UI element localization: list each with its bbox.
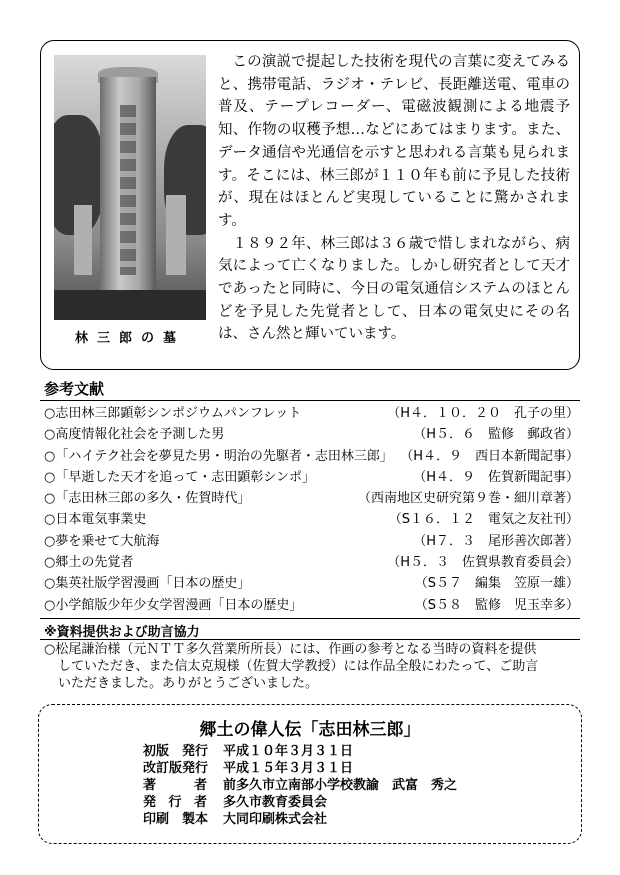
reference-item [44,509,579,530]
reference-title: ○郷土の先覚者 [44,555,134,571]
colophon-row [143,760,353,777]
colophon-row [143,811,327,828]
reference-source: （H５．６ 監修 郵政省） [413,427,579,443]
reference-source: （H７．３ 尾形善次郎著） [413,533,579,549]
colophon-value: 平成１５年３月３１日 [223,761,354,776]
colophon-title: 郷土の偉人伝「志田林三郎」 [199,720,421,740]
reference-title: ○「早逝した天才を追って・志田顕彰シンポ」 [44,469,316,485]
reference-source: （S１６．１２ 電気之友社刊） [388,512,579,528]
support-rule-bottom [40,639,580,640]
colophon-label: 改訂版発行 [143,761,209,776]
colophon-value: 大同印刷株式会社 [223,812,328,827]
reference-item [44,595,579,616]
side-gravestone [166,195,186,275]
colophon-label: 発 行 者 [143,795,207,810]
colophon-label: 著 者 [143,778,207,793]
grave-photo [54,55,206,320]
intro-box [40,40,580,370]
photo-caption: 林三郎の墓 [74,331,185,346]
colophon-row [143,794,327,811]
reference-item [44,531,579,552]
reference-item [44,403,579,424]
reference-title: ○「志田林三郎の多久・佐賀時代」 [44,491,251,507]
reference-item [44,467,579,488]
reference-source: （西南地区史研究第９巻・細川章著） [357,491,579,507]
colophon-box [38,704,582,844]
reference-item [44,552,579,573]
colophon-row [143,777,457,794]
reference-title: ○「ハイテク社会を夢見た男・明治の先駆者・志田林三郎」 [44,448,393,464]
reference-source: （H４．９ 佐賀新聞記事） [413,469,579,485]
reference-title: ○日本電気事業史 [44,512,147,528]
reference-source: （H４．９ 西日本新聞記事） [400,448,579,464]
support-line: していただき、また信太克規様（佐賀大学教授）には作品全般にわたって、ご助言 [58,659,539,674]
gravestone-inscription [120,105,136,275]
reference-item [44,424,579,445]
colophon-label: 印刷 製本 [143,812,209,827]
reference-source: （H５．３ 佐賀県教育委員会） [387,555,579,571]
references-rule [40,400,580,401]
colophon-value: 前多久市立南部小学校教諭 武富 秀之 [223,778,458,793]
reference-item [44,488,579,509]
reference-source: （H４．１０．２０ 孔子の里） [387,406,579,421]
reference-title: ○高度情報化社会を予測した男 [44,427,225,443]
reference-source: （S５７ 編集 笠原一雄） [414,576,579,592]
side-gravestone [74,205,92,275]
ground [54,290,206,320]
reference-title: ○小学館版少年少女学習漫画「日本の歴史」 [44,597,303,613]
colophon-value: 平成１０年３月３１日 [223,744,354,759]
support-text [44,641,579,692]
colophon-row [143,743,353,760]
reference-source: （S５８ 監修 児玉幸多） [414,597,579,613]
colophon-value: 多久市教育委員会 [223,795,328,810]
intro-paragraph: １８９２年、林三郎は３６歳で惜しまれながら、病気によって亡くなりました。しかし研究者として天才であったと同時に、今日の電気通信システムのほとんどを予見した先覚者として、日本の電気史にその名は、さん然と輝いています。 [218,235,570,343]
reference-title: ○集英社版学習漫画「日本の歴史」 [44,576,251,592]
support-line: いただきました。ありがとうございました。 [58,676,319,691]
support-rule-top [40,618,580,619]
references-title: 参考文献 [44,380,105,398]
reference-item [44,573,579,594]
colophon-label: 初版 発行 [143,744,209,759]
intro-text [218,51,570,346]
references-list [44,403,579,616]
reference-title: ○夢を乗せて大航海 [44,533,160,549]
reference-item [44,446,579,467]
support-line: ○松尾謙治様（元ＮＴＴ多久営業所所長）には、作画の参考となる当時の資料を提供 [44,642,537,657]
support-title: ※資料提供および助言協力 [44,625,200,640]
intro-paragraph: この演説で提起した技術を現代の言葉に変えてみると、携帯電話、ラジオ・テレビ、長距離送電、電車の普及、テープレコーダー、電磁波観測による地震予知、作物の収穫予想…などにあてはまります。また、データ通信や光通信を示すと思われる言葉も見られます。そこには、林三郎が１１０年も前に予見した技術が、現在はほとんど実現していることに驚かされます。 [218,54,570,229]
reference-title: ○志田林三郎顕彰シンポジウムパンフレット [44,406,302,421]
